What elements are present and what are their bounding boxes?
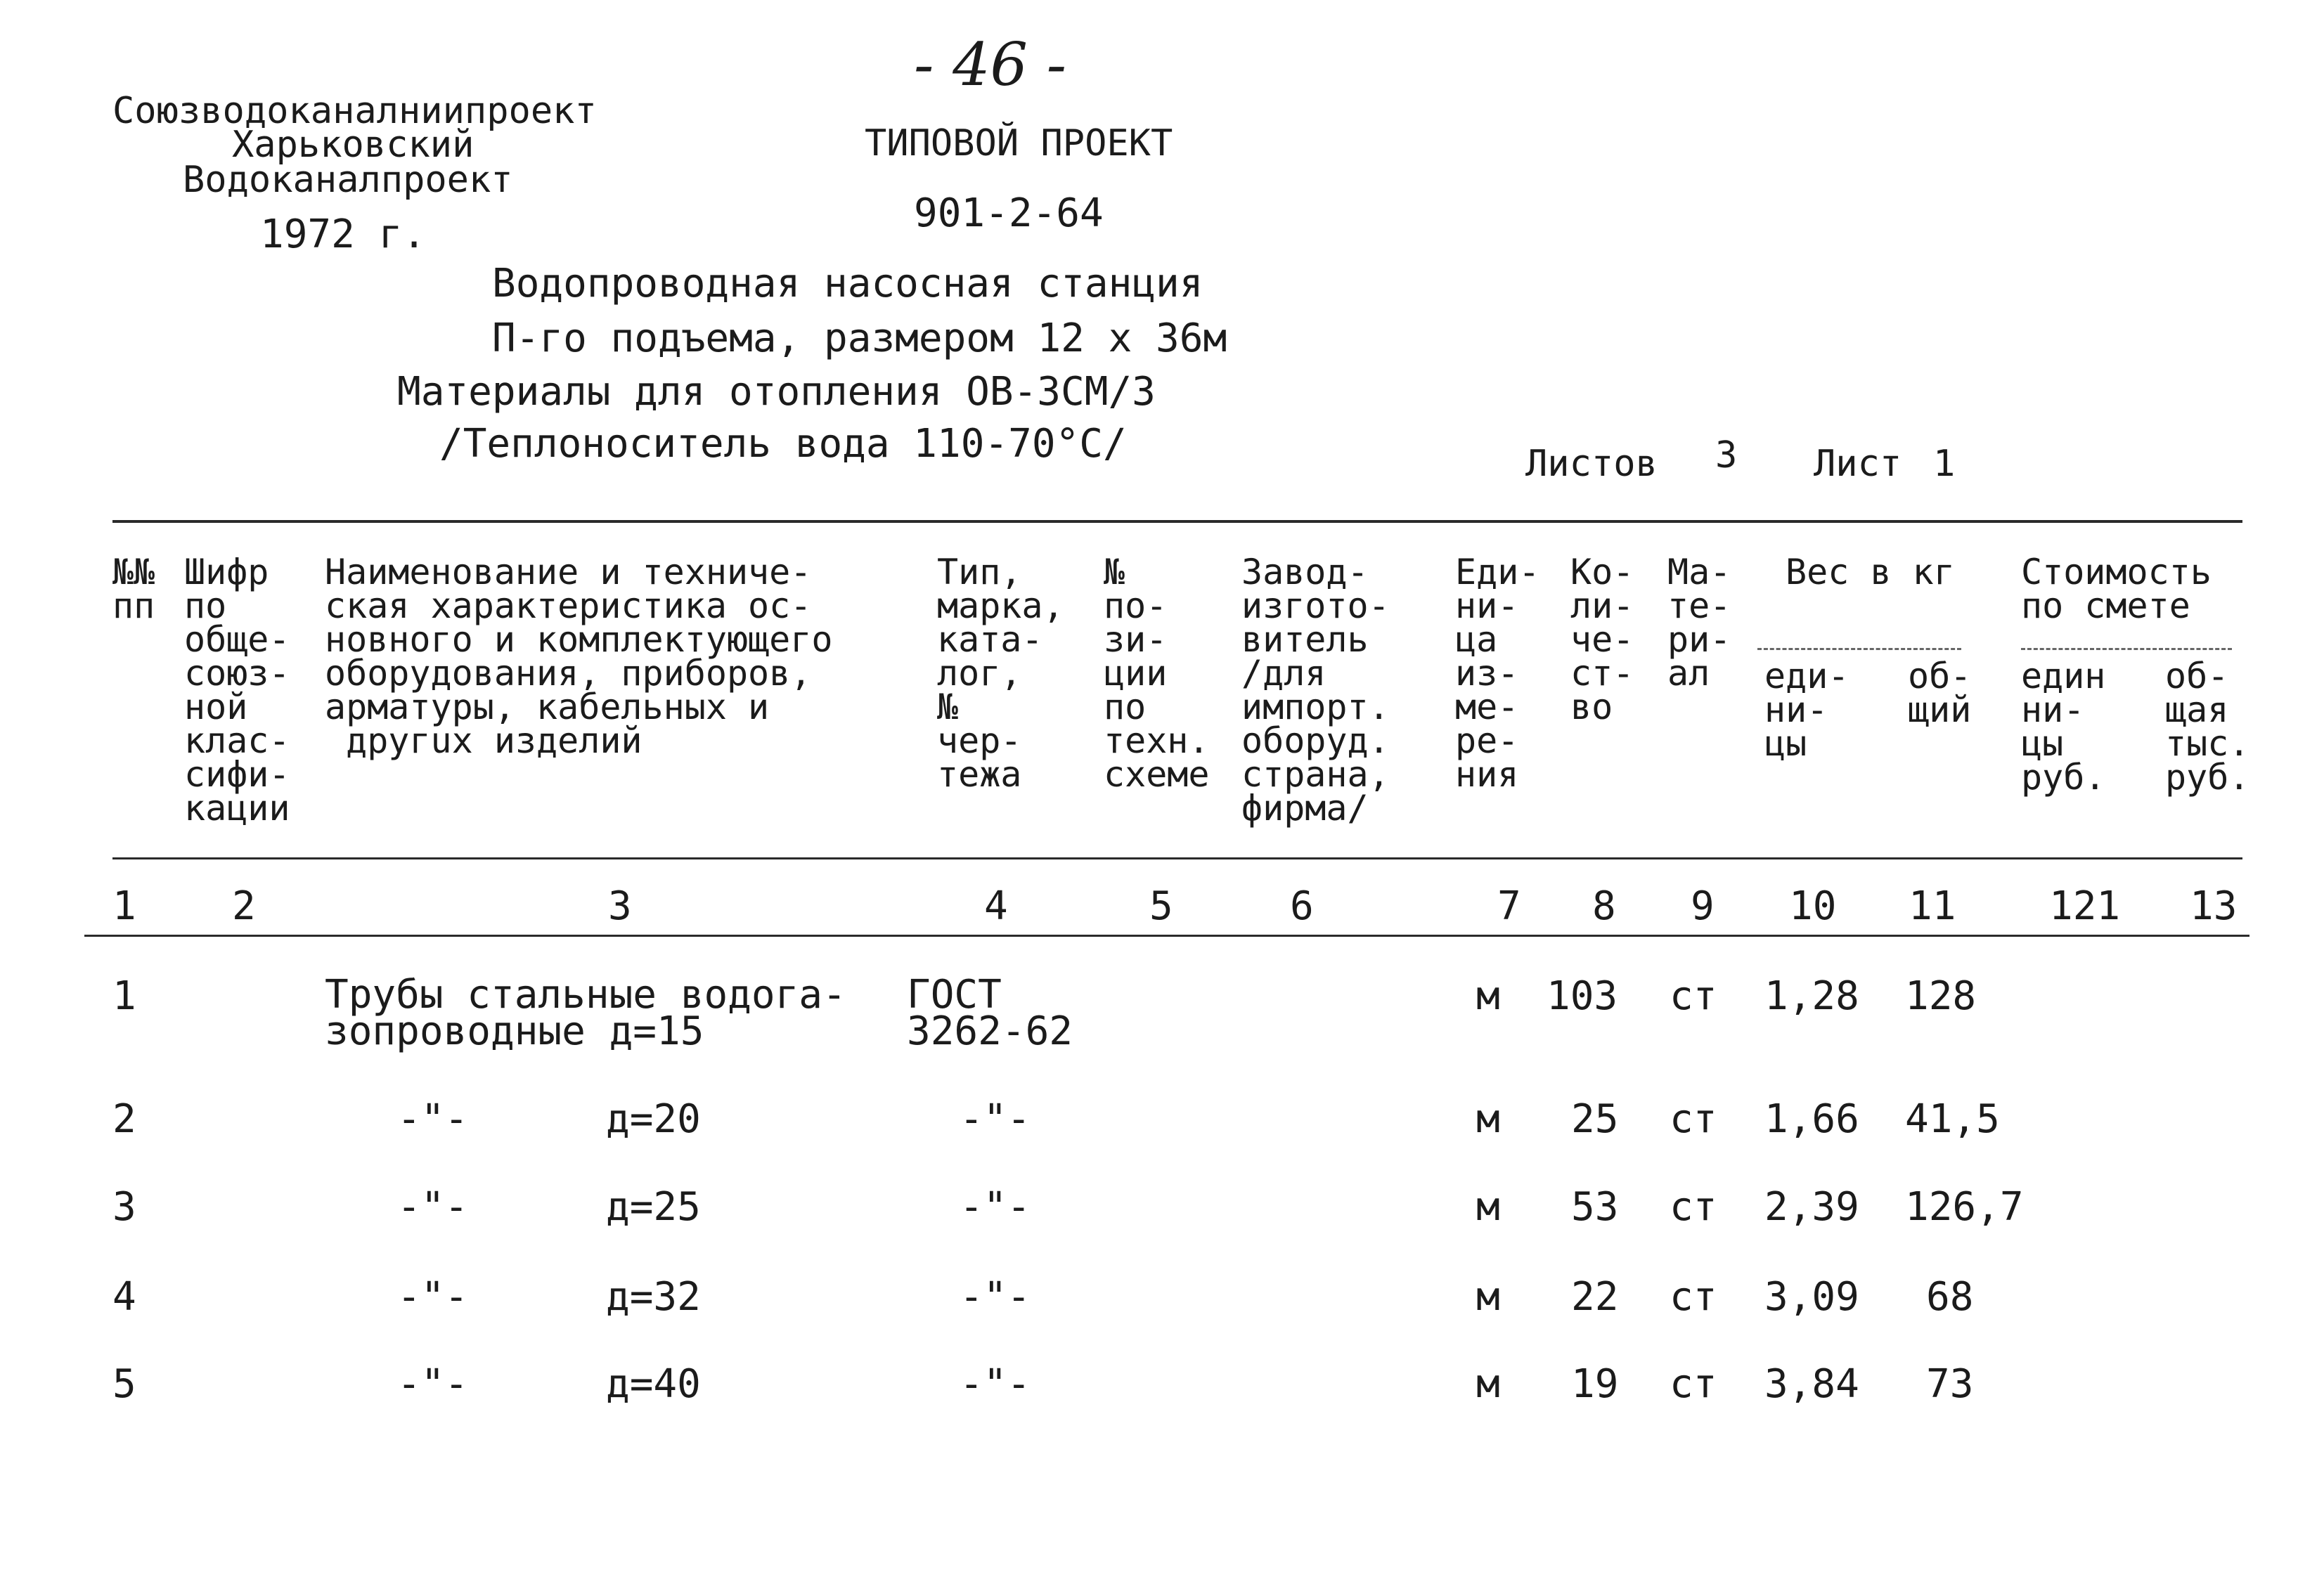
table-row-4-unit: м <box>1476 1274 1500 1320</box>
header-cost: Стоимость по смете <box>2021 552 2212 626</box>
table-row-1-n: 1 <box>112 973 136 1019</box>
sheet-number: 1 <box>1933 443 1956 485</box>
doc-type: ТИПОВОЙ ПРОЕКТ <box>865 122 1173 164</box>
table-row-1-material: ст <box>1670 973 1717 1019</box>
sheets-total: 3 <box>1715 434 1738 476</box>
table-row-3-qty: 53 <box>1571 1184 1619 1230</box>
header-col5: № по- зи- ции по техн. схеме <box>1104 552 1210 795</box>
header-weight: Вес в кг <box>1786 552 1955 592</box>
col-number: 11 <box>1909 883 1956 929</box>
table-row-3-size: д=25 <box>606 1184 701 1230</box>
table-row-4-qty: 22 <box>1571 1274 1619 1320</box>
col-number-rule <box>84 935 2249 937</box>
col-number: 7 <box>1497 883 1521 929</box>
col-number: 9 <box>1691 883 1715 929</box>
table-row-2-type: -"- <box>960 1096 1031 1142</box>
table-row-2-material: ст <box>1670 1096 1717 1142</box>
table-row-2-weight-total: 41,5 <box>1905 1096 2000 1142</box>
header-col8: Ко- ли- че- ст- во <box>1570 552 1634 727</box>
table-row-4-weight-total: 68 <box>1926 1274 1974 1320</box>
table-row-4-weight-unit: 3,09 <box>1764 1274 1859 1320</box>
org-name: Союзводоканалниипроект <box>112 90 597 132</box>
table-row-5-type: -"- <box>960 1361 1031 1407</box>
org-year: 1972 г. <box>260 212 427 257</box>
org-institute: Водоканалпроект <box>183 159 513 201</box>
weight-divider <box>1757 648 1961 650</box>
table-row-2-unit: м <box>1476 1096 1500 1142</box>
sheet-label: Лист <box>1814 443 1902 485</box>
header-col9: Ма- те- ри- ал <box>1667 552 1731 694</box>
header-col1: №№ пп <box>112 552 155 626</box>
table-row-2-size: д=20 <box>606 1096 701 1142</box>
table-row-5-qty: 19 <box>1571 1361 1619 1407</box>
col-number: 1 <box>112 883 136 929</box>
table-row-5-ditto: -"- <box>397 1361 469 1407</box>
table-row-2-weight-unit: 1,66 <box>1764 1096 1859 1142</box>
col-number: 8 <box>1592 883 1616 929</box>
header-col7: Еди- ни- ца из- ме- ре- ния <box>1455 552 1540 795</box>
col-number: 4 <box>984 883 1008 929</box>
table-row-3-unit: м <box>1476 1184 1500 1230</box>
doc-title-line3: Материалы для отопления ОВ-3СМ/3 <box>397 369 1156 415</box>
org-city: Харьковский <box>232 124 475 166</box>
table-row-3-ditto: -"- <box>397 1184 469 1230</box>
table-row-3-n: 3 <box>112 1184 136 1230</box>
table-row-1-weight-total: 128 <box>1905 973 1977 1019</box>
col-number: 121 <box>2049 883 2121 929</box>
table-row-4-material: ст <box>1670 1274 1717 1320</box>
table-row-1-weight-unit: 1,28 <box>1764 973 1859 1019</box>
table-row-1-unit: м <box>1476 973 1500 1019</box>
header-col2: Шифр по обще- союз- ной клас- сифи- кации <box>184 552 290 829</box>
doc-title-line1: Водопроводная насосная станция <box>492 261 1203 306</box>
table-row-5-size: д=40 <box>606 1361 701 1407</box>
doc-code: 901-2-64 <box>914 190 1104 236</box>
table-row-1-type: ГОСТ 3262-62 <box>907 972 1073 1054</box>
table-row-3-weight-total: 126,7 <box>1905 1184 2024 1230</box>
header-col11: об- щий <box>1908 656 1972 730</box>
header-col4: Тип, марка, ката- лог, № чер- тежа <box>937 552 1064 795</box>
table-row-5-weight-total: 73 <box>1926 1361 1974 1407</box>
table-row-3-material: ст <box>1670 1184 1717 1230</box>
table-row-5-material: ст <box>1670 1361 1717 1407</box>
doc-title-line4: /Теплоноситель вода 110-70°С/ <box>439 421 1127 467</box>
table-row-4-ditto: -"- <box>397 1274 469 1320</box>
table-row-4-n: 4 <box>112 1274 136 1320</box>
table-top-rule <box>112 520 2242 523</box>
table-row-5-weight-unit: 3,84 <box>1764 1361 1859 1407</box>
table-row-2-qty: 25 <box>1571 1096 1619 1142</box>
header-col12: един ни- цы руб. <box>2021 656 2106 798</box>
page-number: - 46 - <box>914 30 1067 99</box>
table-row-4-size: д=32 <box>606 1274 701 1320</box>
col-number: 10 <box>1789 883 1837 929</box>
header-col13: об- щая тыс. руб. <box>2165 656 2250 798</box>
table-row-5-unit: м <box>1476 1361 1500 1407</box>
col-number: 13 <box>2190 883 2238 929</box>
header-bottom-rule <box>112 857 2242 859</box>
table-row-1-qty: 103 <box>1547 973 1618 1019</box>
header-col6: Завод- изгото- витель /для импорт. оборуд. страна, фирма/ <box>1241 552 1390 829</box>
table-row-5-n: 5 <box>112 1361 136 1407</box>
table-row-2-ditto: -"- <box>397 1096 469 1142</box>
col-number: 2 <box>232 883 256 929</box>
table-row-3-type: -"- <box>960 1184 1031 1230</box>
col-number: 5 <box>1149 883 1173 929</box>
table-row-4-type: -"- <box>960 1274 1031 1320</box>
table-row-2-n: 2 <box>112 1096 136 1142</box>
doc-title-line2: П-го подъема, размером 12 х 36м <box>492 316 1227 361</box>
col-number: 6 <box>1290 883 1314 929</box>
table-row-3-weight-unit: 2,39 <box>1764 1184 1859 1230</box>
col-number: 3 <box>608 883 632 929</box>
cost-divider <box>2021 648 2232 650</box>
table-row-1-name: Трубы стальные водога- зопроводные д=15 <box>325 972 846 1054</box>
header-col10: еди- ни- цы <box>1764 656 1849 764</box>
sheets-total-label: Листов <box>1525 443 1658 485</box>
header-col3: Наименование и техниче- ская характеристика ос- новного и комплектующего оборудования, приборов, арматуры, кабельных и другuх изделий <box>325 552 833 761</box>
